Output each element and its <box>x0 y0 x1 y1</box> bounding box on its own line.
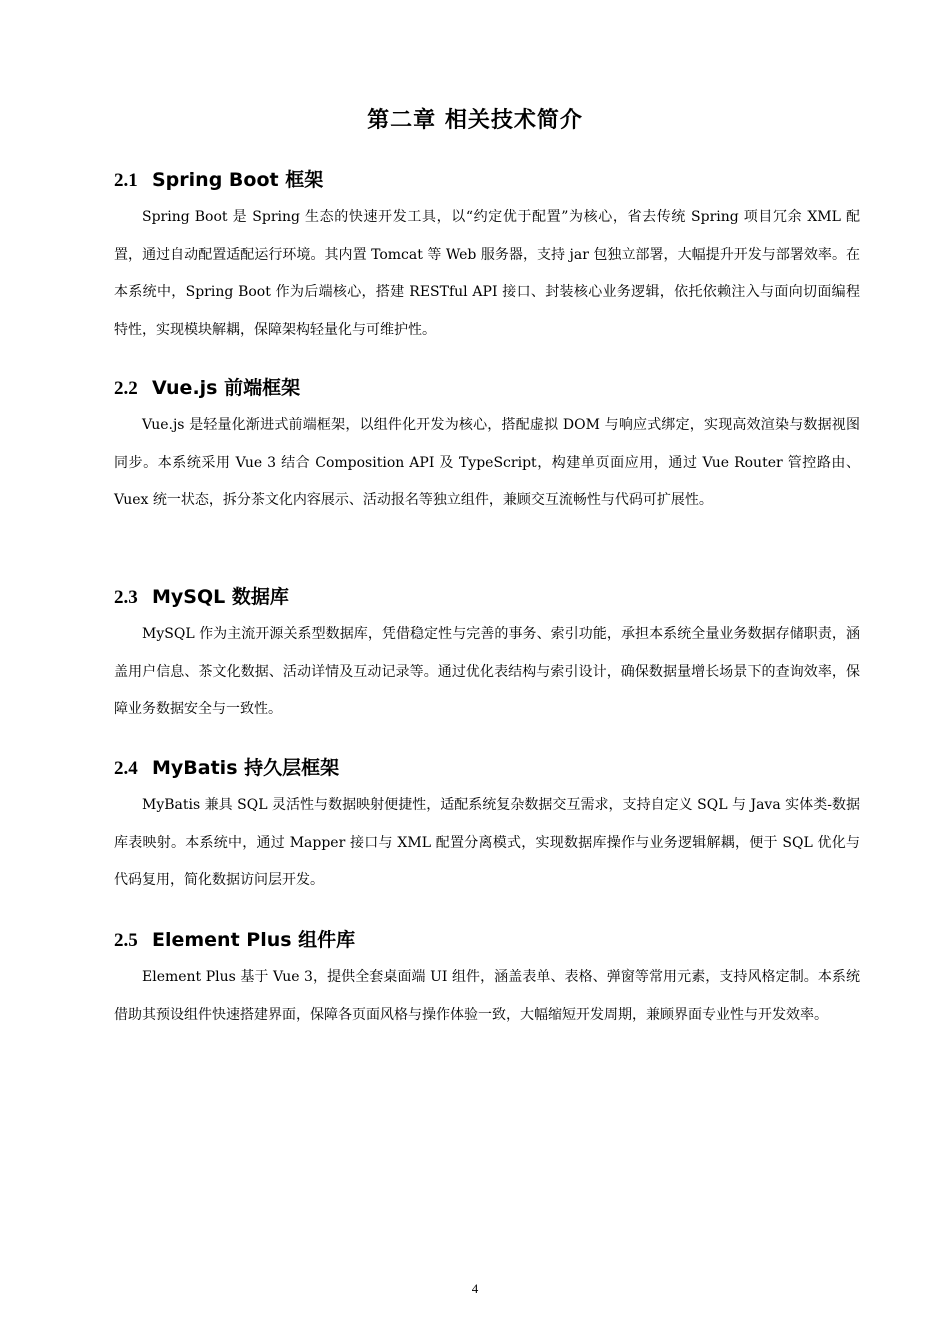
section-heading <box>114 753 860 783</box>
section-number: 2.3 <box>114 587 138 608</box>
section-2-3 <box>114 582 860 729</box>
section-heading <box>114 925 860 955</box>
section-2-2 <box>114 373 860 520</box>
section-paragraph: MyBatis 兼具 SQL 灵活性与数据映射便捷性，适配系统复杂数据交互需求，支持自定义 SQL 与 Java 实体类-数据库表映射。本系统中，通过 Mapper 接口与 XML 配置分离模式，实现数据库操作与业务逻辑解耦，便于 SQL 优化与代码复用，简化数据访问层开发。 <box>114 797 860 888</box>
section-paragraph: Element Plus 基于 Vue 3，提供全套桌面端 UI 组件，涵盖表单、表格、弹窗等常用元素，支持风格定制。本系统借助其预设组件快速搭建界面，保障各页面风格与操作体验一致，大幅缩短开发周期，兼顾界面专业性与开发效率。 <box>114 969 860 1023</box>
section-heading <box>114 582 860 612</box>
section-title: Element Plus 组件库 <box>152 929 356 951</box>
section-number: 2.1 <box>114 170 138 191</box>
page-number: 4 <box>471 1281 479 1296</box>
section-heading <box>114 373 860 403</box>
chapter-title: 第二章 相关技术简介 <box>367 108 583 133</box>
section-title: MySQL 数据库 <box>152 586 289 608</box>
section-number: 2.5 <box>114 930 138 951</box>
section-heading <box>114 165 860 195</box>
section-paragraph: Spring Boot 是 Spring 生态的快速开发工具，以“约定优于配置”为核心，省去传统 Spring 项目冗余 XML 配置，通过自动配置适配运行环境。其内置 Tomcat 等 Web 服务器，支持 jar 包独立部署，大幅提升开发与部署效率。在本系统中，Spring Boot 作为后端核心，搭建 RESTful API 接口、封装核心业务逻辑，依托依赖注入与面向切面编程特性，实现模块解耦，保障架构轻量化与可维护性。 <box>114 209 860 338</box>
section-2-5 <box>114 925 860 1034</box>
section-number: 2.4 <box>114 758 138 779</box>
section-2-1 <box>114 165 860 349</box>
section-number: 2.2 <box>114 378 138 399</box>
section-title: MyBatis 持久层框架 <box>152 757 340 779</box>
section-paragraph: Vue.js 是轻量化渐进式前端框架，以组件化开发为核心，搭配虚拟 DOM 与响应式绑定，实现高效渲染与数据视图同步。本系统采用 Vue 3 结合 Composition API 及 TypeScript，构建单页面应用，通过 Vue Router 管控路由、Vuex 统一状态，拆分茶文化内容展示、活动报名等独立组件，兼顾交互流畅性与代码可扩展性。 <box>114 417 860 508</box>
section-2-4 <box>114 753 860 900</box>
section-paragraph: MySQL 作为主流开源关系型数据库，凭借稳定性与完善的事务、索引功能，承担本系统全量业务数据存储职责，涵盖用户信息、茶文化数据、活动详情及互动记录等。通过优化表结构与索引设计，确保数据量增长场景下的查询效率，保障业务数据安全与一致性。 <box>114 626 860 717</box>
section-title: Vue.js 前端框架 <box>152 377 301 399</box>
section-title: Spring Boot 框架 <box>152 169 324 191</box>
